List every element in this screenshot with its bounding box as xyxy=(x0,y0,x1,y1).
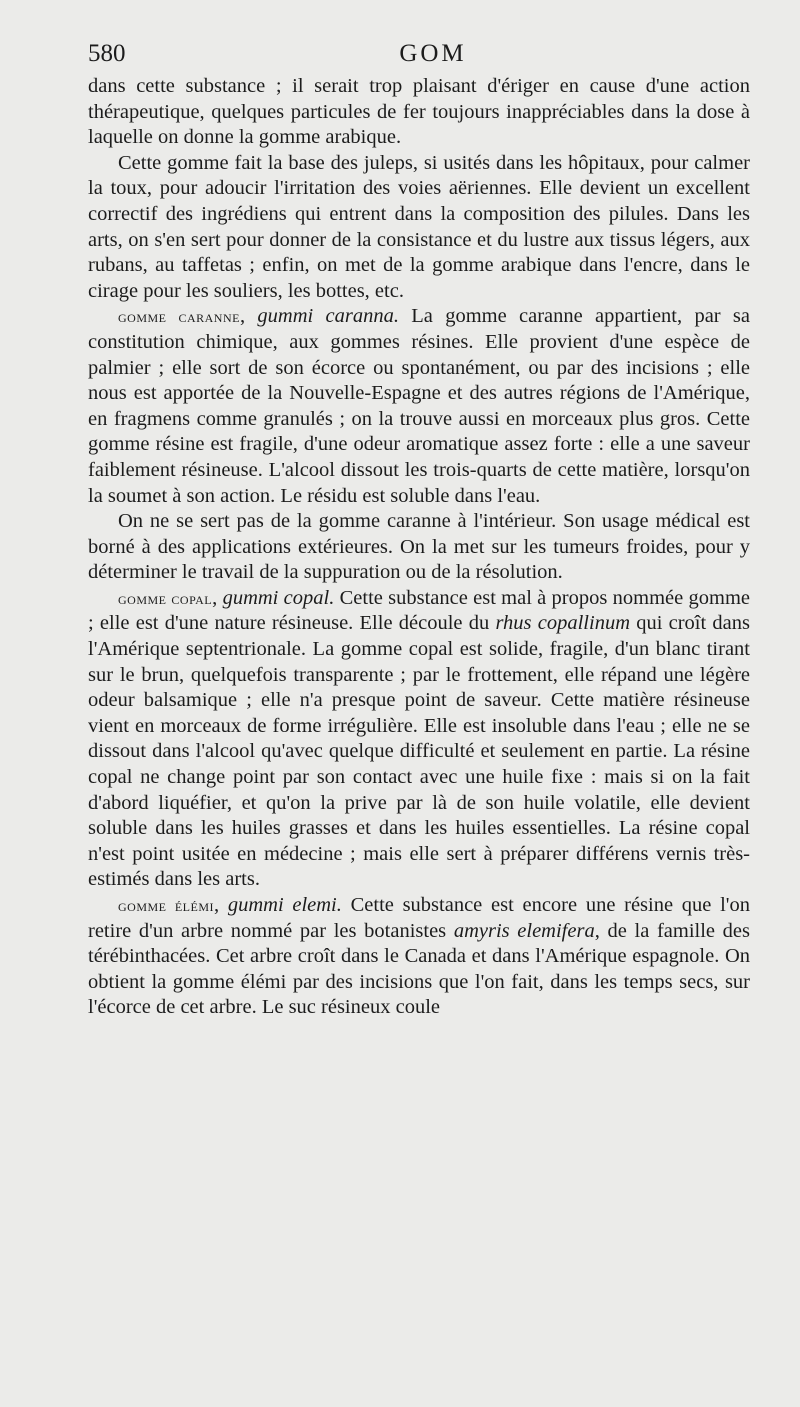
entry-text-a: Cette substance est encore une résine que l'on retire d'un arbre nommé par les botanistes xyxy=(88,894,750,942)
paragraph-2-text: Cette gomme fait la base des juleps, si usités dans les hôpitaux, pour calmer la toux, pour adoucir l'irritation des voies aëriennes. Elle devient un excellent correctif des ingrédiens qui entrent dans la composition des pilules. Dans les arts, on s'en sert pour donner de la consistance et du lustre aux tissus légers, aux rubans, au taffetas ; enfin, on met de la gomme arabique dans l'encre, dans le cirage pour les souliers, les bottes, etc. xyxy=(88,151,750,302)
entry-latin-name: gummi caranna. xyxy=(257,305,399,328)
entry-gomme-elemi: gomme élémi, gummi elemi. Cette substance est encore une résine que l'on retire d'un arbre nommé par les botanistes amyris elemifera, de la famille des térébinthacées. Cet arbre croît dans le Canada et dans l'Amérique espagnole. On obtient la gomme élémi par des incisions que l'on fait, dans les temps secs, sur l'écorce de cet arbre. Le suc résineux coule xyxy=(88,894,751,1019)
page-header xyxy=(88,40,750,76)
body-text xyxy=(88,74,750,1021)
entry-latin-species: amyris elemifera xyxy=(453,919,595,942)
page-number: 580 xyxy=(88,40,126,67)
entry-term: gomme copal xyxy=(118,588,213,608)
entry-latin-species: rhus copallinum xyxy=(495,612,630,635)
paragraph-1 xyxy=(88,74,750,151)
entry-latin-name: gummi elemi. xyxy=(227,894,342,916)
paragraph-4 xyxy=(88,509,750,586)
paragraph-2 xyxy=(88,151,750,305)
entry-gomme-copal: gomme copal, gummi copal. Cette substance est mal à propos nommée gomme ; elle est d'une nature résineuse. Elle découle du rhus copallinum qui croît dans l'Amérique septentrionale. La gomme copal est solide, fragile, d'un blanc tirant sur le brun, quelquefois transparente ; par le frottement, elle répand une légère odeur balsamique ; elle n'a presque point de saveur. Cette matière résineuse vient en morceaux de forme irrégulière. Elle est insoluble dans l'eau ; elle ne se dissout dans l'alcool qu'avec quelque difficulté et seulement en partie. La résine copal ne change point par son contact avec une huile fixe : mais si on la fait d'abord liquéfier, et qu'on la prive par là de son huile volatile, elle devient soluble dans les huiles grasses et dans les huiles essentielles. La résine copal n'est point usitée en médecine ; mais elle sert à préparer différens vernis très-estimés dans les arts. xyxy=(88,586,750,891)
running-head: GOM xyxy=(399,40,467,67)
paragraph-4-text: On ne se sert pas de la gomme caranne à l'intérieur. Son usage médical est borné à des applications extérieures. On la met sur les tumeurs froides, pour y déterminer le travail de la suppuration ou de la résolution. xyxy=(88,510,750,584)
entry-text: La gomme caranne appartient, par sa constitution chimique, aux gommes résines. Elle provient d'une espèce de palmier ; elle sort de son écorce ou spontanément, ou par des incisions ; elle nous est apportée de la Nouvelle-Espagne et des autres régions de l'Amérique, en fragmens comme granulés ; on la trouve aussi en morceaux plus gros. Cette gomme résine est fragile, d'une odeur aromatique assez forte : elle a une saveur faiblement résineuse. L'alcool dissout les trois-quarts de cette matière, lorsqu'on la soumet à son action. Le résidu est soluble dans l'eau. xyxy=(88,305,751,507)
entry-text-a: Cette substance est mal à propos nommée gomme ; elle est d'une nature résineuse. Elle découle du xyxy=(88,586,750,635)
entry-gomme-caranne: gomme caranne, gummi caranna. La gomme caranne appartient, par sa constitution chimique, aux gommes résines. Elle provient d'une espèce de palmier ; elle sort de son écorce ou spontanément, ou par des incisions ; elle nous est apportée de la Nouvelle-Espagne et des autres régions de l'Amérique, en fragmens comme granulés ; on la trouve aussi en morceaux plus gros. Cette gomme résine est fragile, d'une odeur aromatique assez forte : elle a une saveur faiblement résineuse. L'alcool dissout les trois-quarts de cette matière, lorsqu'on la soumet à son action. Le résidu est soluble dans l'eau. xyxy=(88,305,751,507)
entry-text-b: qui croît dans l'Amérique septentrionale. La gomme copal est solide, fragile, d'un blanc tirant sur le brun, quelquefois transparente ; par le frottement, elle répand une légère odeur balsamique ; elle n'a presque point de saveur. Cette matière résineuse vient en morceaux de forme irrégulière. Elle est insoluble dans l'eau ; elle ne se dissout dans l'alcool qu'avec quelque difficulté et seulement en partie. La résine copal ne change point par son contact avec une huile fixe : mais si on la fait d'abord liquéfier, et qu'on la prive par là de son huile volatile, elle devient soluble dans les huiles grasses et dans les huiles essentielles. La résine copal n'est point usitée en médecine ; mais elle sert à préparer différens vernis très-estimés dans les arts. xyxy=(88,612,750,891)
paragraph-1-text: dans cette substance ; il serait trop plaisant d'ériger en cause d'une action thérapeutique, quelques particules de fer toujours inappréciables dans la dose à laquelle on donne la gomme arabique. xyxy=(88,75,750,149)
entry-term: gomme caranne xyxy=(118,307,240,327)
entry-term: gomme élémi xyxy=(118,896,214,915)
entry-text-b: , de la famille des térébinthacées. Cet arbre croît dans le Canada et dans l'Amérique espagnole. On obtient la gomme élémi par des incisions que l'on fait, dans les temps secs, sur l'écorce de cet arbre. Le suc résineux coule xyxy=(88,919,751,1019)
entry-latin-name: gummi copal. xyxy=(222,586,335,609)
